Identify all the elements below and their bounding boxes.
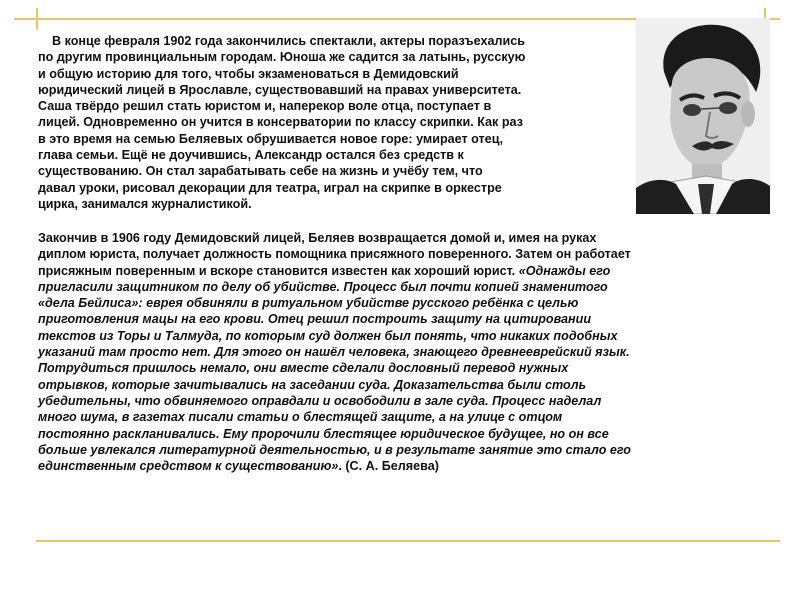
text-line: лицей. Одновременно он учится в консерватории по классу скрипки. Как раз <box>38 115 523 130</box>
portrait-image <box>636 18 770 214</box>
paragraph-1 <box>38 33 525 212</box>
attribution: . (С. А. Беляева) <box>338 459 439 474</box>
quote-line: много шума, в газетах писали статьи о блестящей защите, а на улице с отцом <box>38 410 563 425</box>
paragraph-2 <box>38 230 631 474</box>
quote-line: Потрудиться пришлось немало, они вместе сделали дословный перевод нужных <box>38 361 569 376</box>
text-line: Саша твёрдо решил стать юристом и, наперекор воле отца, поступает в <box>38 99 492 114</box>
text-line: в это время на семью Беляевых обрушивается новое горе: умирает отец, <box>38 131 503 146</box>
text-line: давал уроки, рисовал декорации для театра, играл на скрипке в оркестре <box>38 180 502 195</box>
text-line: Закончив в 1906 году Демидовский лицей, Беляев возвращается домой и, имея на руках <box>38 231 597 245</box>
quote-fragment: «Однажды его <box>518 263 611 278</box>
quote-line: указаний там просто нет. Для этого он нашёл человека, знающего древнееврейский язык. <box>38 345 630 360</box>
text-line: юридический лицей в Ярославле, существовавший на правах университета. <box>38 82 522 97</box>
text-line: цирка, занимался журналистикой. <box>38 196 252 211</box>
left-decorative-line <box>36 8 38 30</box>
quote-line: убедительны, что обвиняемого оправдали и освободили в зале суда. Процесс наделал <box>38 393 602 408</box>
quote-line: приготовления мацы на его крови. Отец решил построить защиту на цитировании <box>38 312 592 327</box>
quote-line: текстов из Торы и Талмуда, по которым суд должен был понять, что никаких подобных <box>38 328 618 343</box>
quote-line: постоянно раскланивались. Ему пророчили блестящее юридическое будущее, но он все <box>38 426 609 441</box>
text-fragment: присяжным поверенным и вскоре становится известен как хороший юрист. <box>38 263 519 278</box>
text-line: диплом юриста, получает должность помощника присяжного поверенного. Затем он работает <box>38 247 631 262</box>
quote-line: пригласили защитником по делу об убийстве. Процесс был почти копией знаменитого <box>38 279 608 294</box>
quote-line: больше увлекался литературной деятельностью, и в результате занятие это стало его <box>38 442 631 457</box>
bottom-decorative-line <box>36 540 780 542</box>
text-line <box>38 263 631 279</box>
quote-line: отрывков, которые зачитывались на заседании суда. Доказательства были столь <box>38 377 587 392</box>
text-line <box>38 458 631 474</box>
quote-fragment: единственным средством к существованию» <box>38 459 339 474</box>
text-line: и общую историю для того, чтобы экзаменоваться в Демидовский <box>38 66 459 81</box>
text-line: В конце февраля 1902 года закончились спектакли, актеры поразъехались <box>52 34 525 48</box>
quote-line: «дела Бейлиса»: еврея обвиняли в ритуальном убийстве русского ребёнка с целью <box>38 296 579 311</box>
text-line: по другим провинциальным городам. Юноша же садится за латынь, русскую <box>38 50 526 65</box>
text-line: существованию. Он стал зарабатывать себе на жизнь и учёбу тем, что <box>38 164 483 179</box>
text-line: глава семьи. Ещё не доучившись, Александр остался без средств к <box>38 148 464 163</box>
